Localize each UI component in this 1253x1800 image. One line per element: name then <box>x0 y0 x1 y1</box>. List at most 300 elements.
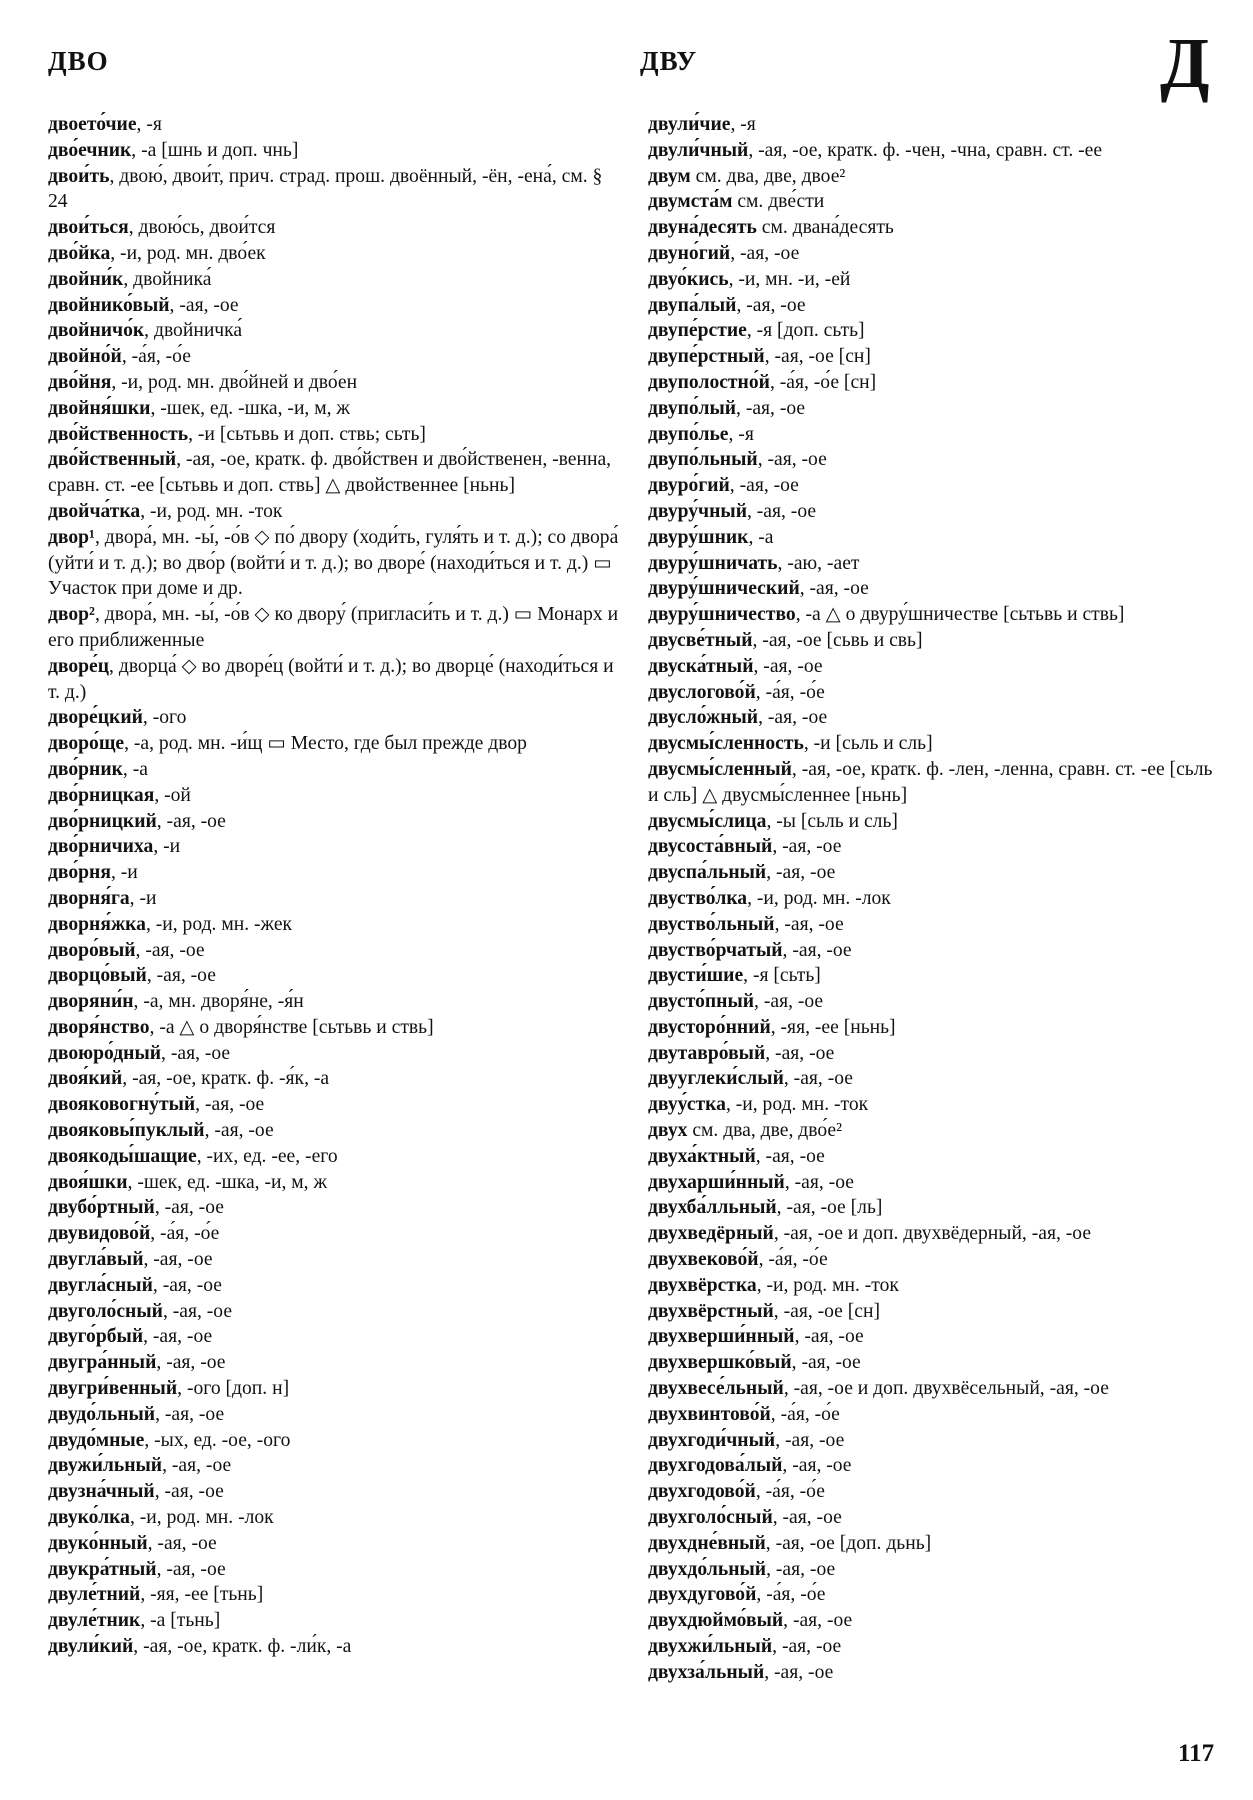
entry-text: , -ая, -ое <box>764 1661 834 1683</box>
entry-text: , -ая, -ое <box>146 965 216 987</box>
entry-text: , -ая, -ое и доп. двухвёсельный, -ая, -ое <box>783 1378 1109 1400</box>
dictionary-entry <box>648 551 1223 577</box>
entry-text: , -шек, ед. -шка, -и, м, ж <box>127 1171 328 1193</box>
entry-text: , -их, ед. -ее, -его <box>196 1145 338 1167</box>
dictionary-entry <box>48 783 623 809</box>
running-head-left: ДВО <box>48 46 109 76</box>
dictionary-entry <box>648 1015 1223 1041</box>
headword: двухвёрстка <box>648 1274 757 1296</box>
headword: двусло́жный <box>648 707 759 729</box>
headword: двуко́нный <box>48 1532 148 1554</box>
headword: дворе́цкий <box>48 707 143 729</box>
entry-text: , двою́сь, двои́тся <box>128 217 276 239</box>
headword: двусмы́слица <box>648 810 767 832</box>
headword: двуха́ктный <box>648 1145 756 1167</box>
dictionary-entry <box>48 344 623 370</box>
headword: двуко́лка <box>48 1507 130 1529</box>
dictionary-entry <box>648 654 1223 680</box>
headword: двухвёрстный <box>648 1300 774 1322</box>
entry-text: , -ая, -ое <box>162 1300 233 1322</box>
dictionary-entry <box>648 499 1223 525</box>
headword: двои́ться <box>48 217 129 239</box>
entry-text: , -ых, ед. -ое, -ого <box>144 1429 291 1451</box>
dictionary-entry <box>648 318 1223 344</box>
entry-text: , -ая, -ое <box>794 1326 864 1348</box>
dictionary-entry <box>648 1557 1223 1583</box>
entry-text: , -ая, -ое <box>783 1610 853 1632</box>
headword: двухдюймо́вый <box>648 1610 784 1632</box>
entry-text: , -ая, -ое <box>782 1455 852 1477</box>
headword: двор¹ <box>48 526 95 548</box>
dictionary-entry <box>648 112 1223 138</box>
headword: двухвеково́й <box>648 1249 759 1271</box>
entry-text: , -ая, -ое <box>156 1352 226 1374</box>
headword: двужи́льный <box>48 1455 163 1477</box>
headword: двуго́рбый <box>48 1326 144 1348</box>
entry-text: см. две́сти <box>732 191 825 213</box>
dictionary-entry <box>648 705 1223 731</box>
headword: двубо́ртный <box>48 1197 155 1219</box>
headword: двусмы́сленный <box>648 758 792 780</box>
dictionary-entry <box>48 1453 623 1479</box>
entry-text: , -и, род. мн. -ток <box>756 1274 899 1296</box>
entry-text: , -ая, -ое <box>784 1171 854 1193</box>
dictionary-entry <box>48 1350 623 1376</box>
entry-text: , -а́я, -о́е <box>756 1584 826 1606</box>
entry-text: , -шек, ед. -шка, -и, м, ж <box>150 397 350 419</box>
dictionary-entry <box>48 138 623 164</box>
entry-text: , -ая, -ое <box>736 294 806 316</box>
dictionary-entry <box>648 809 1223 835</box>
headword: двойно́й <box>48 346 122 368</box>
dictionary-entry <box>48 499 623 525</box>
dictionary-entry <box>48 1221 623 1247</box>
headword: двоя́кий <box>48 1068 123 1090</box>
entry-text: , -ая, -ое, кратк. ф. -лен, -ленна, сравн. ст. -ее [сьль и сль] △ двусмы́сленнее [ньнь] <box>648 758 1213 806</box>
headword: двойча́тка <box>48 500 141 522</box>
entry-text: , -и <box>153 836 181 858</box>
entry-text: , -ая, -ое <box>774 913 844 935</box>
headword: двувидово́й <box>48 1223 151 1245</box>
headword: двуле́тний <box>48 1584 141 1606</box>
headword: дворо́ще <box>48 733 125 755</box>
entry-text: , -ая, -ое <box>156 810 226 832</box>
entry-text: , -а́я, -о́е <box>755 681 825 703</box>
dictionary-entry <box>648 989 1223 1015</box>
dictionary-entry <box>648 1221 1223 1247</box>
dictionary-entry <box>48 396 623 422</box>
entry-text: , -и, род. мн. -жек <box>145 913 293 935</box>
headword: двуру́шник <box>648 526 749 548</box>
dictionary-entry <box>48 1608 623 1634</box>
entry-text: , -ая, -ое <box>775 1429 845 1451</box>
dictionary-entry <box>48 164 623 216</box>
entry-text: , -я <box>730 114 756 135</box>
entry-text: , -ая, -ое, кратк. ф. дво́йствен и дво́йственен, -венна, сравн. ст. -ее [сьтьвь и доп. ствь] △ двойственнее [ньнь] <box>48 449 612 497</box>
entry-text: , -ая, -ое, кратк. ф. -чен, -чна, сравн. ст. -ее <box>748 139 1103 161</box>
entry-text: , -ая, -ое, кратк. ф. -я́к, -а <box>122 1068 330 1090</box>
headword: двусторо́нний <box>648 1016 771 1038</box>
dictionary-entry <box>48 422 623 448</box>
headword: двусмы́сленность <box>648 733 804 755</box>
entry-text: , -ая, -ое <box>154 1197 224 1219</box>
dictionary-entry <box>48 731 623 757</box>
entry-text: , -ая, -ое <box>147 1532 217 1554</box>
dictionary-entry <box>648 473 1223 499</box>
dictionary-entry <box>648 138 1223 164</box>
entry-text: , -а △ о дворя́нстве [сьтьвь и ствь] <box>149 1016 434 1038</box>
headword: двутавро́вый <box>648 1042 766 1064</box>
headword: двухжи́льный <box>648 1636 773 1658</box>
dictionary-entry <box>648 525 1223 551</box>
entry-text: , -ая, -ое <box>156 1558 226 1580</box>
headword: двусти́шие <box>648 965 744 987</box>
dictionary-entry <box>48 1428 623 1454</box>
entry-text: , -и, род. мн. -лок <box>747 887 891 909</box>
dictionary-entry <box>48 1479 623 1505</box>
headword: дво́рничиха <box>48 836 154 858</box>
entry-text: см. двана́десять <box>756 217 894 239</box>
entry-text: , -а △ о двуру́шничестве [сьтьвь и ствь] <box>795 604 1125 626</box>
entry-text: , -ая, -ое <box>135 939 205 961</box>
dictionary-entry <box>48 1531 623 1557</box>
entry-text: , -ая, -ое <box>161 1042 231 1064</box>
headword: двупе́рстный <box>648 346 765 368</box>
headword: двои́ть <box>48 165 110 187</box>
headword: двухба́лльный <box>648 1197 777 1219</box>
entry-text: , -а <box>122 758 148 780</box>
entry-text: , -ая, -ое <box>782 939 852 961</box>
headword: двусве́тный <box>648 629 753 651</box>
entry-text: , -ая, -ое <box>195 1094 265 1116</box>
dictionary-entry <box>648 1195 1223 1221</box>
headword: двуру́шнический <box>648 578 800 600</box>
entry-text: , -ая, -ое <box>758 707 828 729</box>
headword: двухдугово́й <box>648 1584 757 1606</box>
entry-text: , -ая, -ое <box>783 1068 853 1090</box>
dictionary-entry <box>648 447 1223 473</box>
headword: дво́рник <box>48 758 123 780</box>
entry-text: , -ая, -ое [сн] <box>764 346 871 368</box>
dictionary-entry <box>648 1453 1223 1479</box>
dictionary-entry <box>648 1273 1223 1299</box>
headword: двули́чие <box>648 114 731 135</box>
headword: двудо́мные <box>48 1429 145 1451</box>
entry-text: , -яя, -ее [ньнь] <box>770 1016 896 1038</box>
dictionary-entry <box>648 1660 1223 1686</box>
headword: двуно́гий <box>648 242 731 264</box>
dictionary-entry <box>48 912 623 938</box>
dictionary-entry <box>648 1247 1223 1273</box>
entry-text: , -яя, -ее [тьнь] <box>140 1584 264 1606</box>
page-number: 117 <box>1178 1740 1215 1767</box>
dictionary-entry <box>648 189 1223 215</box>
dictionary-entry <box>648 344 1223 370</box>
dictionary-entry <box>648 912 1223 938</box>
dictionary-entry <box>48 1634 623 1660</box>
headword: двухгодово́й <box>648 1481 756 1503</box>
dictionary-entry <box>648 680 1223 706</box>
headword: двуле́тник <box>48 1610 141 1632</box>
entry-text: , -ая, -ое <box>772 1636 842 1658</box>
dictionary-entry <box>48 886 623 912</box>
dictionary-entry <box>48 1299 623 1325</box>
headword: двоето́чие <box>48 114 137 135</box>
dictionary-entry <box>48 1195 623 1221</box>
headword: двумста́м <box>648 191 733 213</box>
entry-text: , -и, род. мн. дво́ек <box>110 242 266 264</box>
entry-text: , -ая, -ое <box>766 862 836 884</box>
entry-text: , -а <box>748 526 774 548</box>
dictionary-entry <box>648 834 1223 860</box>
headword: двухверши́нный <box>648 1326 795 1348</box>
entry-text: , -а [шнь и доп. чнь] <box>131 139 299 161</box>
headword: двухголо́сный <box>648 1507 773 1529</box>
dictionary-entry <box>648 1608 1223 1634</box>
headword: двухвинтово́й <box>648 1403 771 1425</box>
headword: двуу́стка <box>648 1094 726 1116</box>
headword: двууглеки́слый <box>648 1068 784 1090</box>
dictionary-entry <box>648 1428 1223 1454</box>
entry-text: , -я [доп. сьть] <box>746 320 865 342</box>
headword: двойничо́к <box>48 320 145 342</box>
entry-text: , -а́я, -о́е <box>755 1481 825 1503</box>
dictionary-entry <box>48 1402 623 1428</box>
running-head-center: ДВУ <box>640 46 698 76</box>
headword: двояковы́пуклый <box>48 1120 205 1142</box>
dictionary-entry <box>648 1531 1223 1557</box>
dictionary-entry <box>648 938 1223 964</box>
dictionary-entry <box>48 705 623 731</box>
headword: двули́кий <box>48 1636 134 1658</box>
dictionary-entry <box>48 1324 623 1350</box>
dictionary-entry <box>648 1170 1223 1196</box>
headword: двупе́рстие <box>648 320 747 342</box>
headword: двуро́гий <box>648 475 730 497</box>
headword: дворня́га <box>48 887 130 909</box>
headword: двудо́льный <box>48 1403 156 1425</box>
entry-text: , -я <box>728 423 754 445</box>
headword: двойня́шки <box>48 397 151 419</box>
right-column <box>648 112 1223 1686</box>
entry-text: , -а́я, -о́е <box>121 346 191 368</box>
headword: дво́ечник <box>48 139 132 161</box>
dictionary-entry <box>48 215 623 241</box>
entry-text: , -а, род. мн. -и́щ ▭ Место, где был прежде двор <box>124 733 527 755</box>
dictionary-entry <box>648 1350 1223 1376</box>
entry-text: , -а́я, -о́е <box>150 1223 220 1245</box>
dictionary-entry <box>48 1557 623 1583</box>
headword: двусоста́вный <box>648 836 773 858</box>
entry-text: , -ая, -ое <box>155 1403 225 1425</box>
headword: дворя́нство <box>48 1016 150 1038</box>
dictionary-entry <box>48 834 623 860</box>
dictionary-entry <box>648 1634 1223 1660</box>
entry-text: , -я [сьть] <box>743 965 821 987</box>
entry-text: , -ая, -ое <box>772 836 842 858</box>
headword: двоя́шки <box>48 1171 128 1193</box>
entry-text: , -ая, -ое <box>730 242 800 264</box>
entry-text: , -ая, -ое, кратк. ф. -ли́к, -а <box>133 1636 352 1658</box>
entry-text: , -ая, -ое [сн] <box>773 1300 881 1322</box>
entry-text: , -ая, -ое <box>204 1120 274 1142</box>
headword: двуство́рчатый <box>648 939 783 961</box>
headword: двугла́сный <box>48 1274 153 1296</box>
headword: двухгоди́чный <box>648 1429 776 1451</box>
entry-text: , дворца́ ◇ во дворе́ц (войти́ и т. д.); во дворце́ (находи́ться и т. д.) <box>48 655 614 703</box>
headword: двухвесе́льный <box>648 1378 784 1400</box>
entry-text: , -ая, -ое <box>766 1558 836 1580</box>
dictionary-entry <box>648 293 1223 319</box>
entry-text: , -и, род. мн. -ток <box>140 500 283 522</box>
headword: двухдо́льный <box>648 1558 767 1580</box>
entry-text: , -ая, -ое <box>154 1481 224 1503</box>
entry-text: , -и, род. мн. -лок <box>129 1507 274 1529</box>
headword: дворцо́вый <box>48 965 147 987</box>
dictionary-entry <box>648 396 1223 422</box>
headword: двупо́лый <box>648 397 737 419</box>
dictionary-entry <box>48 525 623 602</box>
entry-text: , -ая, -ое <box>152 1274 222 1296</box>
headword: дво́йня <box>48 371 112 393</box>
dictionary-entry <box>48 318 623 344</box>
headword: двуру́чный <box>648 500 747 522</box>
dictionary-entry <box>48 1118 623 1144</box>
entry-text: , -ая, -ое <box>143 1249 213 1271</box>
dictionary-entry <box>648 1505 1223 1531</box>
entry-text: , двора́, мн. -ы́, -о́в ◇ по́ двору (ходи́ть, гуля́ть и т. д.); со двора́ (уйти́ и т. д.); во дво́р (войти́ и т. д.); во дворе́ (находи́ться и т. д.) ▭ Участок при доме и др. <box>48 526 619 600</box>
entry-text: , -ая, -ое <box>736 397 806 419</box>
dictionary-entry <box>48 1066 623 1092</box>
entry-text: см. два, две, дво́е² <box>687 1120 842 1142</box>
headword: двухгодова́лый <box>648 1455 783 1477</box>
entry-text: , двора́, мн. -ы́, -о́в ◇ ко двору́ (пригласи́ть и т. д.) ▭ Монарх и его приближенные <box>48 604 619 651</box>
dictionary-entry <box>648 628 1223 654</box>
dictionary-entry <box>48 1015 623 1041</box>
dictionary-entry <box>48 112 623 138</box>
entry-text: , -ая, -ое <box>746 500 817 522</box>
dictionary-entry <box>648 1299 1223 1325</box>
dictionary-entry <box>648 1582 1223 1608</box>
headword: двойни́к <box>48 268 124 290</box>
dictionary-entry <box>48 267 623 293</box>
entry-text: , -ая, -ое <box>754 991 824 1013</box>
dictionary-entry <box>48 654 623 706</box>
entry-text: , -ая, -ое <box>757 449 827 471</box>
headword: двуру́шничество <box>648 604 796 626</box>
entry-text: , -ая, -ое <box>753 655 823 677</box>
dictionary-entry <box>648 1324 1223 1350</box>
headword: двуство́лка <box>648 887 748 909</box>
section-letter: Д <box>1160 23 1210 103</box>
headword: двоюро́дный <box>48 1042 162 1064</box>
headword: двули́чный <box>648 139 749 161</box>
headword: двуполостно́й <box>648 371 770 393</box>
dictionary-entry <box>48 757 623 783</box>
dictionary-entry <box>48 989 623 1015</box>
headword: двуспа́льный <box>648 862 767 884</box>
entry-text: , -аю, -ает <box>777 552 860 574</box>
entry-text: , -и, род. мн. -ток <box>725 1094 869 1116</box>
headword: двум <box>648 165 691 187</box>
entry-text: , -а, мн. дворя́не, -я́н <box>133 991 304 1013</box>
dictionary-entry <box>648 1041 1223 1067</box>
entry-text: , -ого <box>142 707 187 729</box>
headword: дво́йственный <box>48 449 177 471</box>
headword: двояковогну́тый <box>48 1094 196 1116</box>
dictionary-entry <box>48 809 623 835</box>
headword: дворяни́н <box>48 991 134 1013</box>
dictionary-entry <box>48 1092 623 1118</box>
headword: двупо́лье <box>648 423 729 445</box>
dictionary-entry <box>648 1402 1223 1428</box>
headword: двор² <box>48 604 95 626</box>
headword: двухдне́вный <box>648 1532 766 1554</box>
headword: двукра́тный <box>48 1558 157 1580</box>
headword: двухарши́нный <box>648 1171 785 1193</box>
entry-text: , -ая, -ое <box>772 1507 842 1529</box>
dictionary-entry <box>648 1118 1223 1144</box>
entry-text: , -ого [доп. н] <box>177 1378 290 1400</box>
headword: дво́рня <box>48 862 111 884</box>
entry-text: , -и [сьтьвь и доп. ствь; сьть] <box>188 423 426 445</box>
entry-text: , -ая, -ое [доп. дьнь] <box>765 1532 932 1554</box>
dictionary-entry <box>48 1041 623 1067</box>
entry-text: , -и, мн. -и, -ей <box>728 268 851 290</box>
dictionary-entry <box>648 215 1223 241</box>
dictionary-entry <box>648 1144 1223 1170</box>
headword: дворо́вый <box>48 939 136 961</box>
headword: двухза́льный <box>648 1661 765 1683</box>
entry-text: , -и, род. мн. дво́йней и дво́ен <box>111 371 358 393</box>
entry-text: , -ой <box>154 784 191 806</box>
dictionary-entry <box>648 1066 1223 1092</box>
headword: дво́йственность <box>48 423 189 445</box>
headword: дво́йка <box>48 242 111 264</box>
headword: двугла́вый <box>48 1249 144 1271</box>
entry-text: , -ая, -ое <box>791 1352 861 1374</box>
entry-text: , -а́я, -о́е <box>758 1249 828 1271</box>
entry-text: , -ая, -ое <box>729 475 799 497</box>
dictionary-entry <box>48 602 623 654</box>
dictionary-entry <box>48 938 623 964</box>
headword: двуство́льный <box>648 913 775 935</box>
dictionary-entry <box>48 860 623 886</box>
entry-text: , -и [сьль и сль] <box>803 733 933 755</box>
headword: двух <box>648 1120 688 1142</box>
headword: двухведёрный <box>648 1223 774 1245</box>
dictionary-entry <box>648 886 1223 912</box>
headword: двузна́чный <box>48 1481 155 1503</box>
entry-text: , -ая, -ое <box>169 294 239 316</box>
entry-text: , -ая, -ое и доп. двухвёдерный, -ая, -ое <box>773 1223 1092 1245</box>
headword: дво́рницкая <box>48 784 155 806</box>
entry-text: , -ы [сьль и сль] <box>766 810 898 832</box>
headword: двуна́десять <box>648 217 757 239</box>
headword: двугри́венный <box>48 1378 178 1400</box>
dictionary-entry <box>48 963 623 989</box>
entry-text: , -я <box>136 114 162 135</box>
dictionary-entry <box>648 731 1223 757</box>
entry-text: , -и <box>129 887 157 909</box>
dictionary-entry <box>48 1247 623 1273</box>
entry-text: , -а́я, -о́е <box>770 1403 840 1425</box>
headword: двупо́льный <box>648 449 758 471</box>
dictionary-entry <box>648 860 1223 886</box>
dictionary-entry <box>48 1170 623 1196</box>
headword: двуо́кись <box>648 268 729 290</box>
headword: двухвершко́вый <box>648 1352 792 1374</box>
